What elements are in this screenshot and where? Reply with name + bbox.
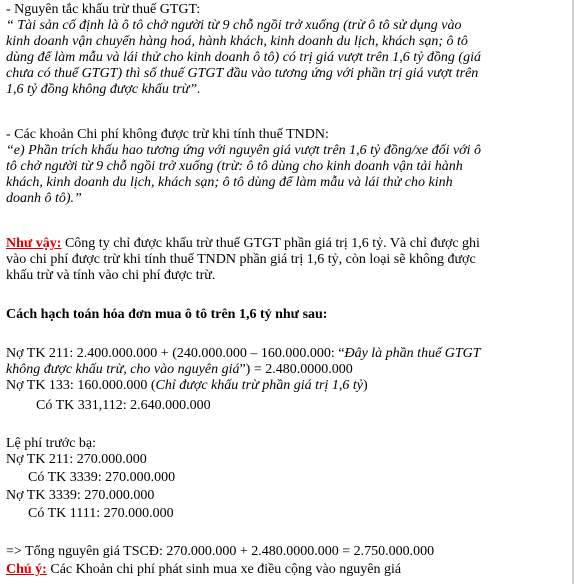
note-line: [6, 562, 401, 578]
total-line: => Tổng nguyên giá TSCĐ: 270.000.000 + 2.480.0000.000 = 2.750.000.000: [6, 544, 435, 559]
entry-line: Nợ TK 211: 2.400.000.000 + (240.000.000 – 160.000.000: “Đây là phần thuế GTGT: [6, 346, 481, 361]
entry-line: Có TK 1111: 270.000.000: [28, 506, 174, 521]
quote-line: khách, kinh doanh du lịch, khách sạn; ô tô dùng để làm mẫu và lái thử cho kinh: [6, 175, 453, 190]
quote-line: doanh ô tô).”: [6, 191, 82, 206]
note-label: Chú ý:: [6, 562, 47, 577]
entry-line: Nợ TK 133: 160.000.000 (Chỉ được khấu trừ phần giá trị 1,6 tỷ): [6, 378, 368, 393]
quote-line: “e) Phần trích khấu hao tương ứng với nguyên giá vượt trên 1,6 tỷ đồng/xe đối với ô: [6, 143, 482, 158]
quote-line: 1,6 tỷ đồng không được khấu trừ”.: [6, 82, 201, 97]
quote-line: kinh doanh vận chuyển hàng hoá, hành khách, kinh doanh du lịch, khách sạn; ô tô: [6, 34, 468, 49]
conclusion-text: Công ty chỉ được khấu trừ thuế GTGT phần giá trị 1,6 tỷ. Và chỉ được ghi: [61, 236, 480, 251]
conclusion-line: [6, 236, 480, 252]
conclusion-line: vào chi phí được trừ khi tính thuế TNDN phần giá trị 1,6 tỷ, còn loại sẽ không được: [6, 252, 476, 267]
section-heading-cit-expenses: - Các khoản Chi phí không được trừ khi tính thuế TNDN:: [6, 127, 329, 142]
entry-line: Nợ TK 211: 270.000.000: [6, 452, 147, 467]
accounting-heading: Cách hạch toán hóa đơn mua ô tô trên 1,6 tỷ như sau:: [6, 307, 328, 322]
conclusion-label: Như vậy:: [6, 236, 62, 251]
entry-line: Có TK 331,112: 2.640.000.000: [36, 398, 211, 413]
fee-heading: Lệ phí trước bạ:: [6, 436, 97, 451]
quote-line: tô chở người từ 9 chỗ ngồi trở xuống (trừ: ô tô dùng cho kinh doanh vận tải hành: [6, 159, 463, 174]
note-text: Các Khoản chi phí phát sinh mua xe điều cộng vào nguyên giá: [46, 562, 402, 577]
quote-line: chưa có thuế GTGT) thì số thuế GTGT đầu vào tương ứng với phần trị giá vượt trên: [6, 66, 479, 81]
quote-line: “ Tài sản cố định là ô tô chở người từ 9 chỗ ngồi trở xuống (trừ ô tô sử dụng vào: [6, 18, 462, 33]
entry-line: Có TK 3339: 270.000.000: [28, 470, 176, 485]
section-heading-vat-principle: - Nguyên tắc khấu trừ thuế GTGT:: [6, 2, 201, 17]
quote-line: dùng để làm mẫu và lái thử cho kinh doanh ô tô) có trị giá vượt trên 1,6 tỷ đồng (giá: [6, 50, 481, 65]
entry-line: không được khấu trừ, cho vào nguyên giá”) = 2.480.0000.000: [6, 362, 353, 377]
entry-line: Nợ TK 3339: 270.000.000: [6, 488, 155, 503]
conclusion-line: khấu trừ và tính vào chi phí được trừ.: [6, 268, 216, 283]
